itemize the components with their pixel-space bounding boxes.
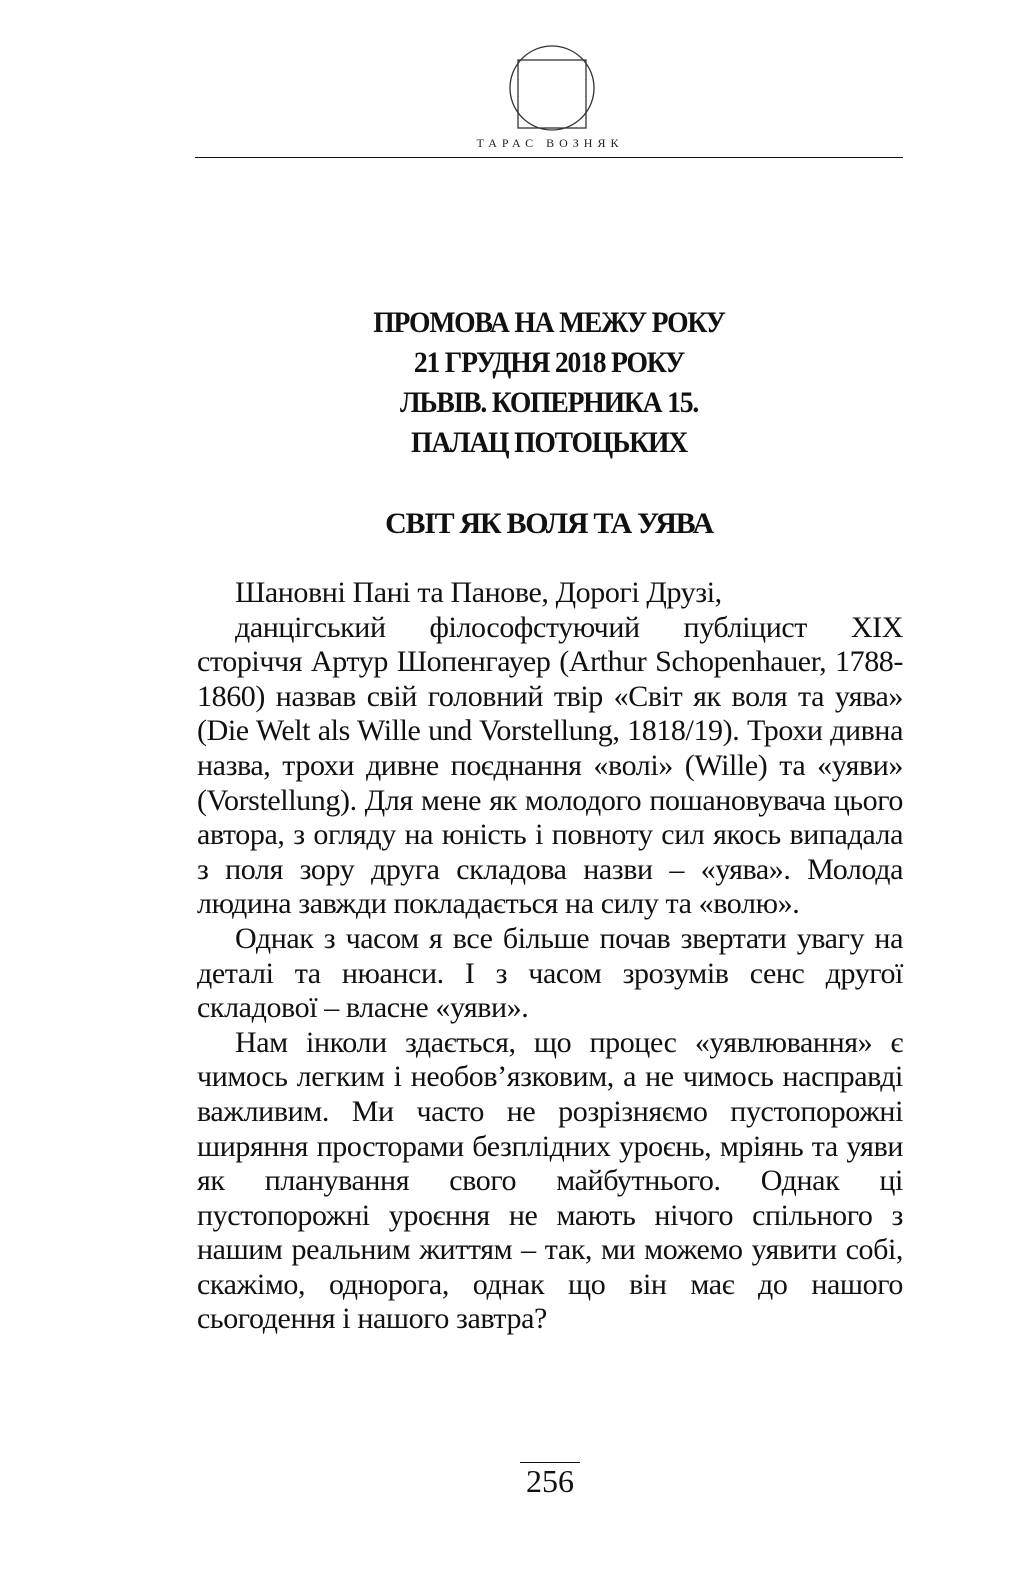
paragraph: Нам інколи здається, що процес «уявлювання» є чимось легким і необов’язковим, а не чимось насправді важливим. Ми часто не розрізняємо пустопорожні ширяння просторами безплідних уроєнь, мріянь та уяви як планування свого майбутнього. Однак ці пустопорожні уроєння не мають нічого спільного з нашим реальним життям – так, ми можемо уявити собі, скажімо, однорога, однак що він має до нашого сьогодення і нашого завтра? — [197, 1025, 903, 1336]
running-header-author: ТАРАС ВОЗНЯК — [476, 136, 624, 150]
title-line: ПАЛАЦ ПОТОЦЬКИХ — [411, 426, 687, 459]
section-subtitle: СВІТ ЯК ВОЛЯ ТА УЯВА — [385, 507, 713, 540]
header-rule — [195, 157, 903, 158]
paragraph-greeting: Шановні Пані та Панове, Дорогі Друзі, — [235, 576, 722, 609]
body-text — [197, 576, 903, 1337]
page-number-value: 256 — [520, 1462, 580, 1499]
circle-square-logo-icon — [508, 44, 596, 132]
title-line: ПРОМОВА НА МЕЖУ РОКУ — [373, 306, 725, 339]
paragraph: Однак з часом я все більше почав звертати увагу на деталі та нюанси. І з часом зрозумів сенс другої складової – власне «уяви». — [197, 921, 903, 1025]
title-line: 21 ГРУДНЯ 2018 РОКУ — [413, 346, 685, 379]
title-line: ЛЬВІВ. КОПЕРНИКА 15. — [399, 386, 699, 419]
paragraph: данцігський філософстуючий публіцист XIX сторіччя Артур Шопенгауер (Arthur Schopenhauer, 1788-1860) назвав свій головний твір «Світ як воля та уява» (Die Welt als Wille und Vorstellung, 1818/19). Трохи дивна назва, трохи дивне поєднання «волі» (Wille) та «уяви» (Vorstellung). Для мене як молодого пошановувача цього автора, з огляду на юність і повноту сил якось випадала з поля зору друга складова назви – «уява». Молода людина завжди покладається на силу та «волю». — [197, 610, 903, 921]
page-number — [480, 1463, 620, 1500]
title-block — [195, 303, 903, 463]
